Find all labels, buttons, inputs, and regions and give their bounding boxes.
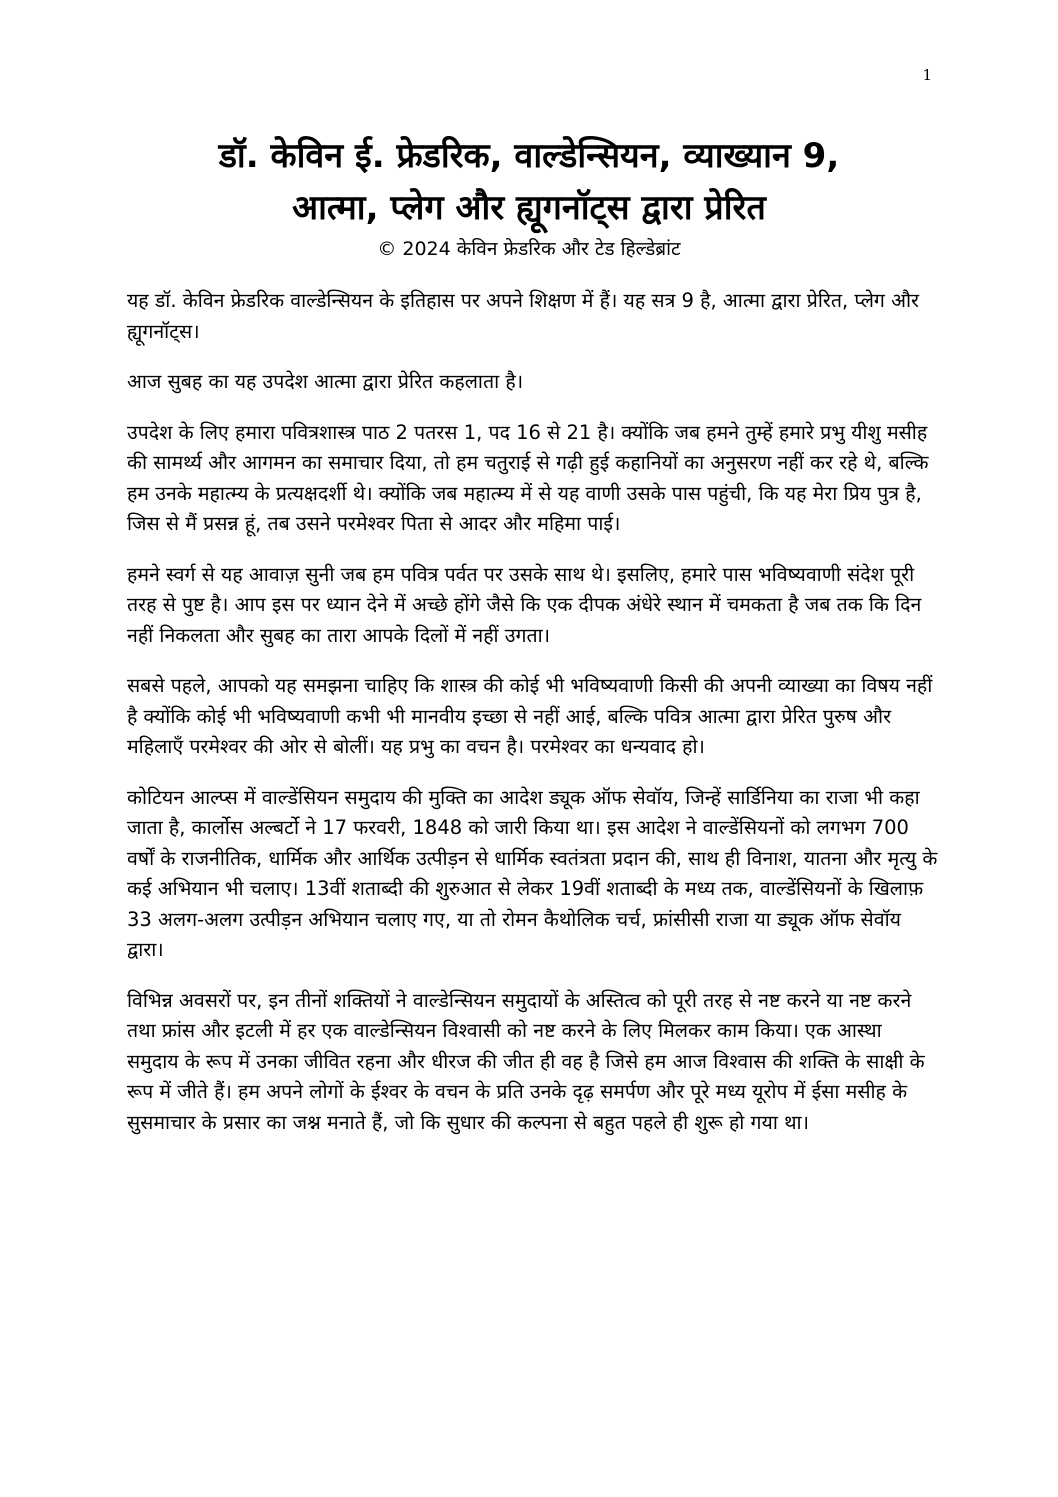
title-block — [110, 130, 948, 262]
paragraph-6: कोटियन आल्प्स में वाल्डेंसियन समुदाय की मुक्ति का आदेश ड्यूक ऑफ सेवॉय, जिन्हें सार्डिनिया का राजा भी कहा जाता है, कार्लोस अल्बर्टो ने 17 फरवरी, 1848 को जारी किया था। इस आदेश ने वाल्डेंसियनों को लगभग 700 वर्षों के राजनीतिक, धार्मिक और आर्थिक उत्पीड़न से धार्मिक स्वतंत्रता प्रदान की, साथ ही विनाश, यातना और मृत्यु के कई अभियान भी चलाए। 13वीं शताब्दी की शुरुआत से लेकर 19वीं शताब्दी के मध्य तक, वाल्डेंसियनों के खिलाफ़ 33 अलग-अलग उत्पीड़न अभियान चलाए गए, या तो रोमन कैथोलिक चर्च, फ्रांसीसी राजा या ड्यूक ऑफ सेवॉय द्वारा। — [127, 785, 938, 961]
page-title — [110, 130, 948, 234]
paragraph-5: सबसे पहले, आपको यह समझना चाहिए कि शास्त्र की कोई भी भविष्यवाणी किसी की अपनी व्याख्या का विषय नहीं है क्योंकि कोई भी भविष्यवाणी कभी भी मानवीय इच्छा से नहीं आई, बल्कि पवित्र आत्मा द्वारा प्रेरित पुरुष और महिलाएँ परमेश्वर की ओर से बोलीं। यह प्रभु का वचन है। परमेश्वर का धन्यवाद हो। — [127, 674, 933, 758]
paragraph-2: आज सुबह का यह उपदेश आत्मा द्वारा प्रेरित कहलाता है। — [127, 370, 524, 393]
title-line-2: आत्मा, प्लेग और ह्यूगनॉट्स द्वारा प्रेरित — [292, 188, 766, 228]
paragraph-3: उपदेश के लिए हमारा पवित्रशास्त्र पाठ 2 पतरस 1, पद 16 से 21 है। क्योंकि जब हमने तुम्हें हमारे प्रभु यीशु मसीह की सामर्थ्य और आगमन का समाचार दिया, तो हम चतुराई से गढ़ी हुई कहानियों का अनुसरण नहीं कर रहे थे, बल्कि हम उनके महात्म्य के प्रत्यक्षदर्शी थे। क्योंकि जब महात्म्य में से यह वाणी उसके पास पहुंची, कि यह मेरा प्रिय पुत्र है, जिस से मैं प्रसन्न हूं, तब उसने परमेश्वर पिता से आदर और महिमा पाई। — [127, 420, 929, 535]
paragraph-4: हमने स्वर्ग से यह आवाज़ सुनी जब हम पवित्र पर्वत पर उसके साथ थे। इसलिए, हमारे पास भविष्यवाणी संदेश पूरी तरह से पुष्ट है। आप इस पर ध्यान देने में अच्छे होंगे जैसे कि एक दीपक अंधेरे स्थान में चमकता है जब तक कि दिन नहीं निकलता और सुबह का तारा आपके दिलों में नहीं उगता। — [127, 562, 922, 647]
page-number: 1 — [922, 66, 932, 84]
title-line-1: डॉ. केविन ई. फ्रेडरिक, वाल्डेन्सियन, व्याख्यान 9, — [218, 136, 840, 176]
paragraph-7: विभिन्न अवसरों पर, इन तीनों शक्तियों ने वाल्डेन्सियन समुदायों के अस्तित्व को पूरी तरह से नष्ट करने या नष्ट करने तथा फ्रांस और इटली में हर एक वाल्डेन्सियन विश्वासी को नष्ट करने के लिए मिलकर काम किया। एक आस्था समुदाय के रूप में उनका जीवित रहना और धीरज की जीत ही वह है जिसे हम आज विश्वास की शक्ति के साक्षी के रूप में जीते हैं। हम अपने लोगों के ईश्वर के वचन के प्रति उनके दृढ़ समर्पण और पूरे मध्य यूरोप में ईसा मसीह के सुसमाचार के प्रसार का जश्न मनाते हैं, जो कि सुधार की कल्पना से बहुत पहले ही शुरू हो गया था। — [127, 988, 925, 1134]
body-text — [127, 286, 939, 1158]
copyright-line: © 2024 केविन फ्रेडरिक और टेड हिल्डेब्रांट — [377, 238, 681, 260]
paragraph-1: यह डॉ. केविन फ्रेडरिक वाल्डेन्सियन के इतिहास पर अपने शिक्षण में हैं। यह सत्र 9 है, आत्मा द्वारा प्रेरित, प्लेग और ह्यूगनॉट्स। — [127, 289, 920, 343]
